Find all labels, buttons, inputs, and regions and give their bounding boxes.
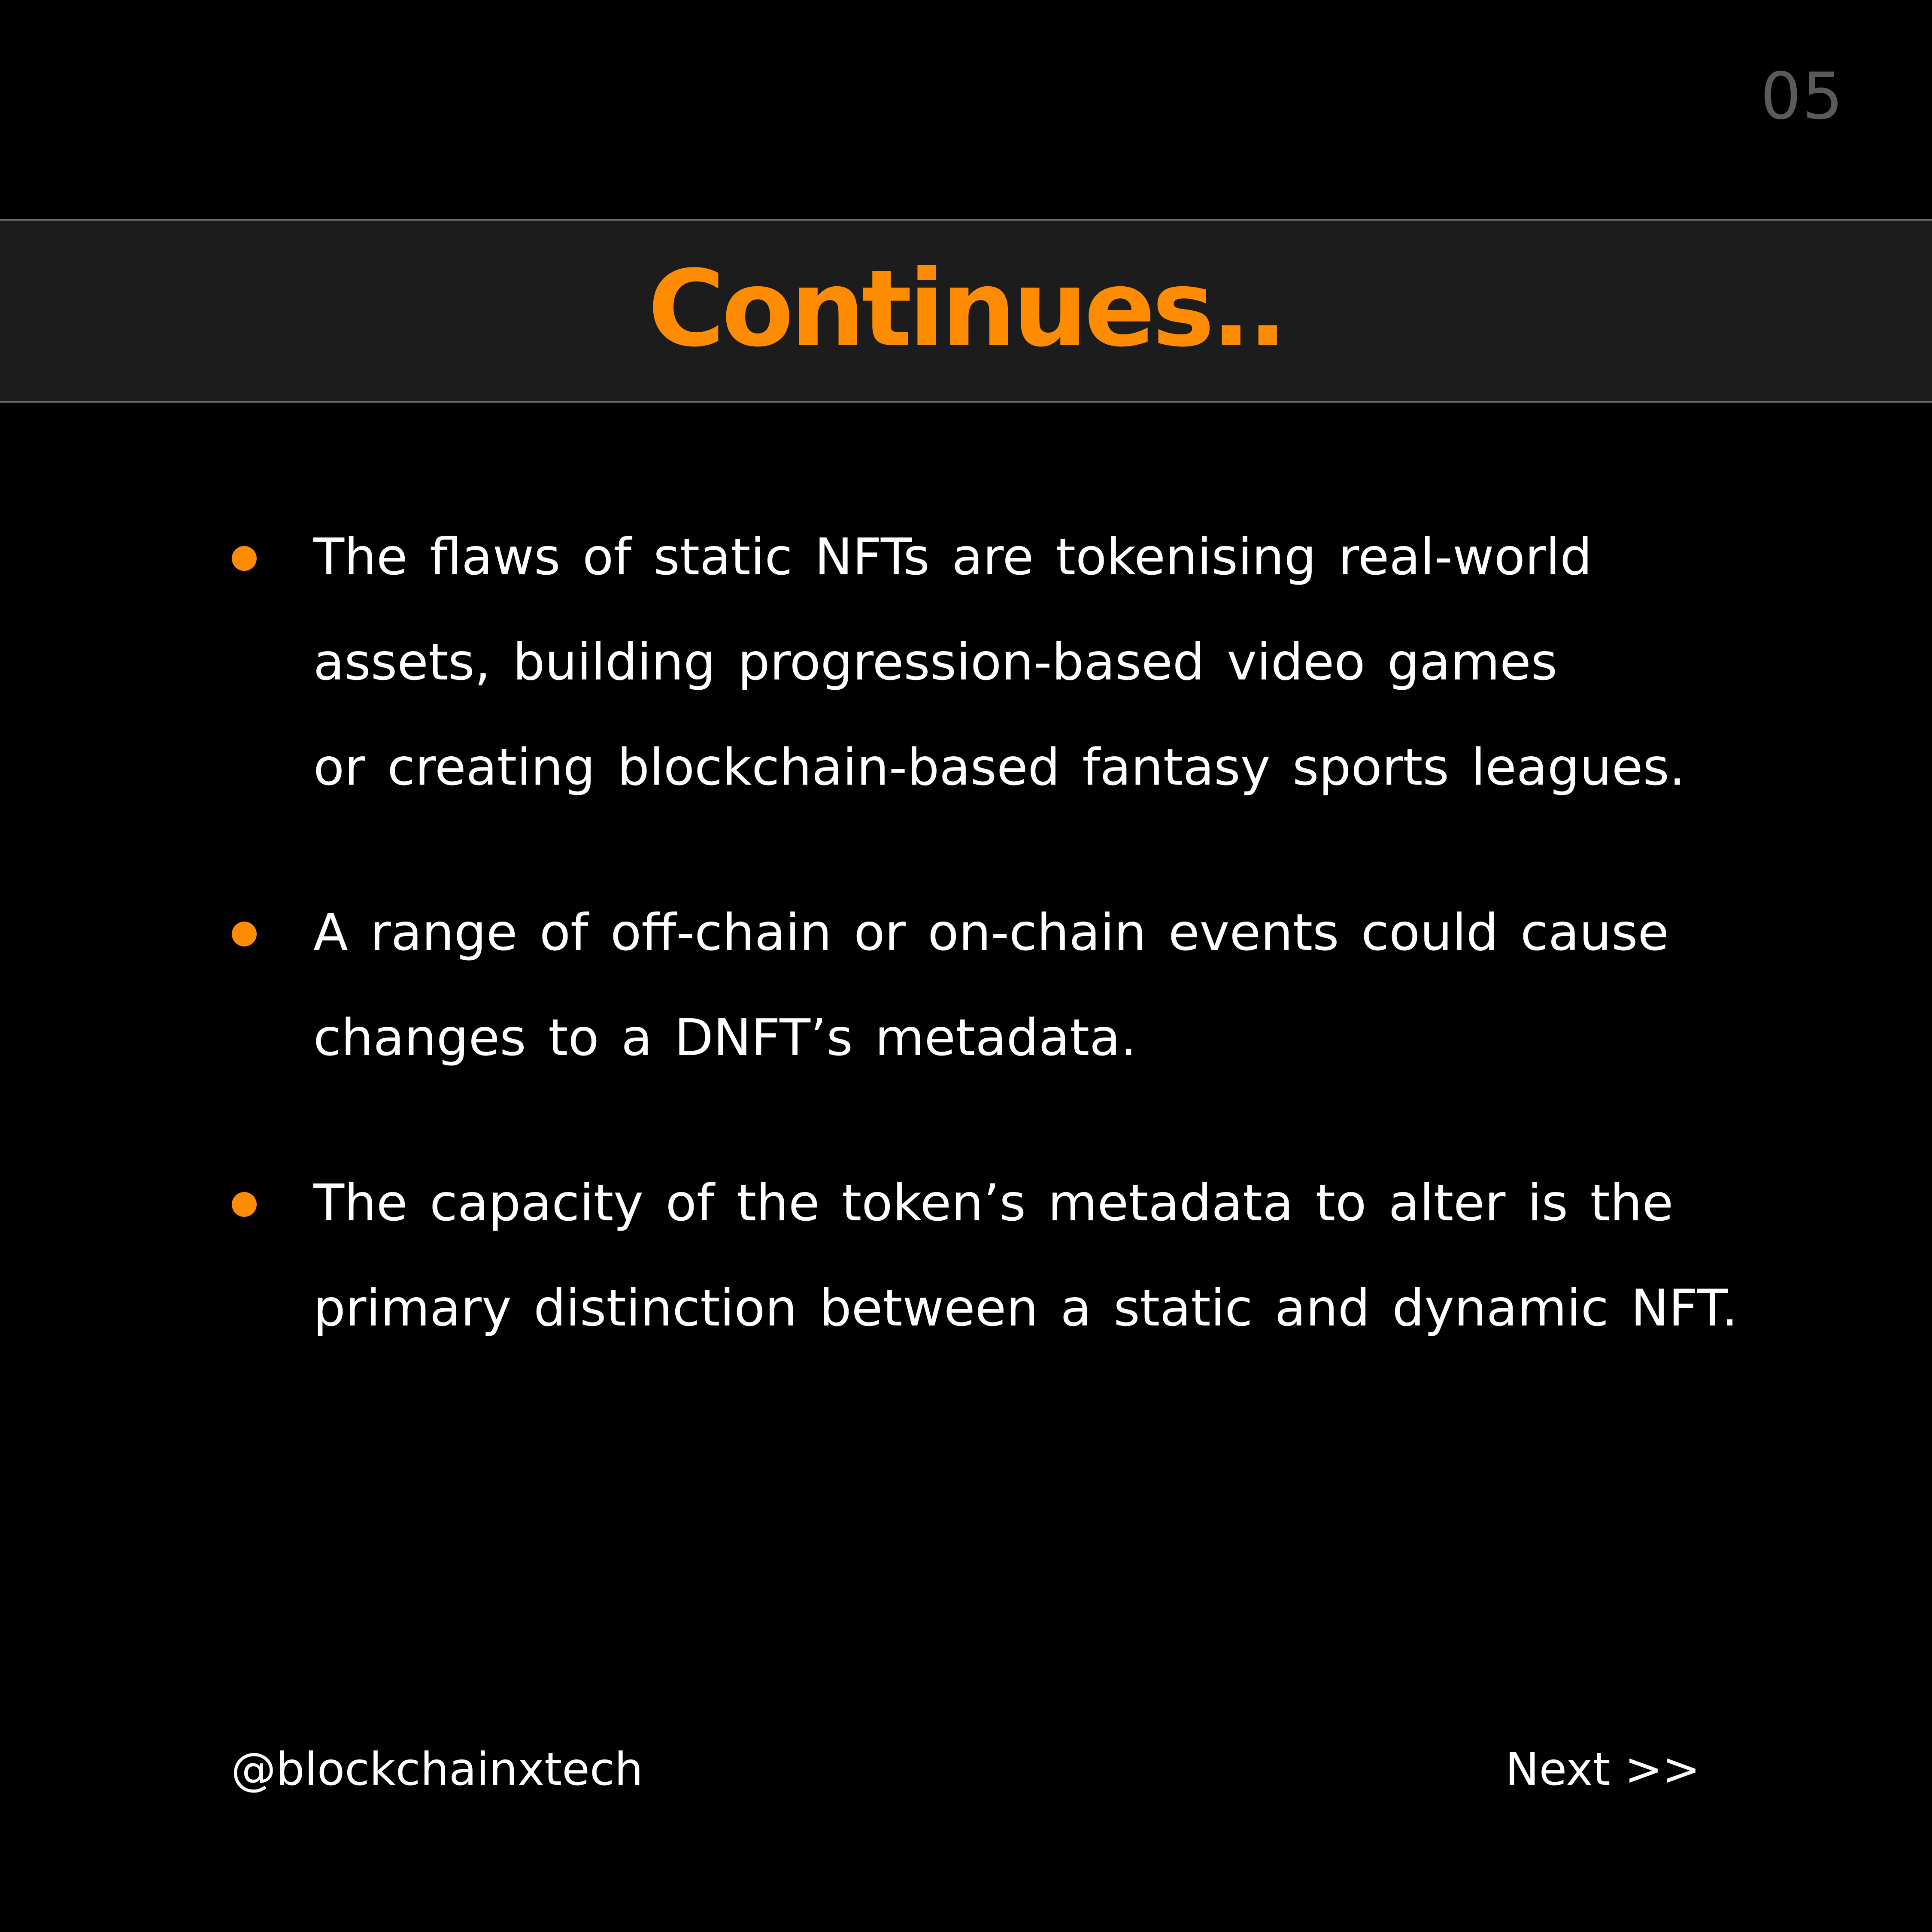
bullet-item bbox=[227, 880, 1816, 1090]
bullet-item bbox=[227, 1150, 1816, 1361]
next-link[interactable]: Next >> bbox=[1505, 1743, 1700, 1796]
page-title: Continues.. bbox=[648, 247, 1284, 370]
bullet-line: primary distinction between a static and dynamic NFT. bbox=[313, 1278, 1738, 1338]
bullet-line: assets, building progression-based video games bbox=[313, 632, 1558, 692]
bullet-line: The capacity of the token’s metadata to alter is the bbox=[313, 1173, 1674, 1232]
bullet-item bbox=[227, 504, 1816, 820]
social-handle: @blockchainxtech bbox=[231, 1743, 643, 1796]
bullet-dot-icon bbox=[232, 1192, 257, 1217]
title-band bbox=[0, 219, 1932, 403]
bullet-dot-icon bbox=[232, 922, 257, 946]
bullet-line: changes to a DNFT’s metadata. bbox=[313, 1008, 1137, 1067]
bullet-line: or creating blockchain-based fantasy sports leagues. bbox=[313, 737, 1686, 797]
page-number: 05 bbox=[1760, 59, 1844, 134]
bullet-dot-icon bbox=[232, 546, 257, 571]
bullet-list bbox=[227, 504, 1816, 1361]
bullet-line: A range of off-chain or on-chain events could cause bbox=[313, 903, 1669, 962]
bullet-line: The flaws of static NFTs are tokenising real-world bbox=[313, 527, 1592, 586]
